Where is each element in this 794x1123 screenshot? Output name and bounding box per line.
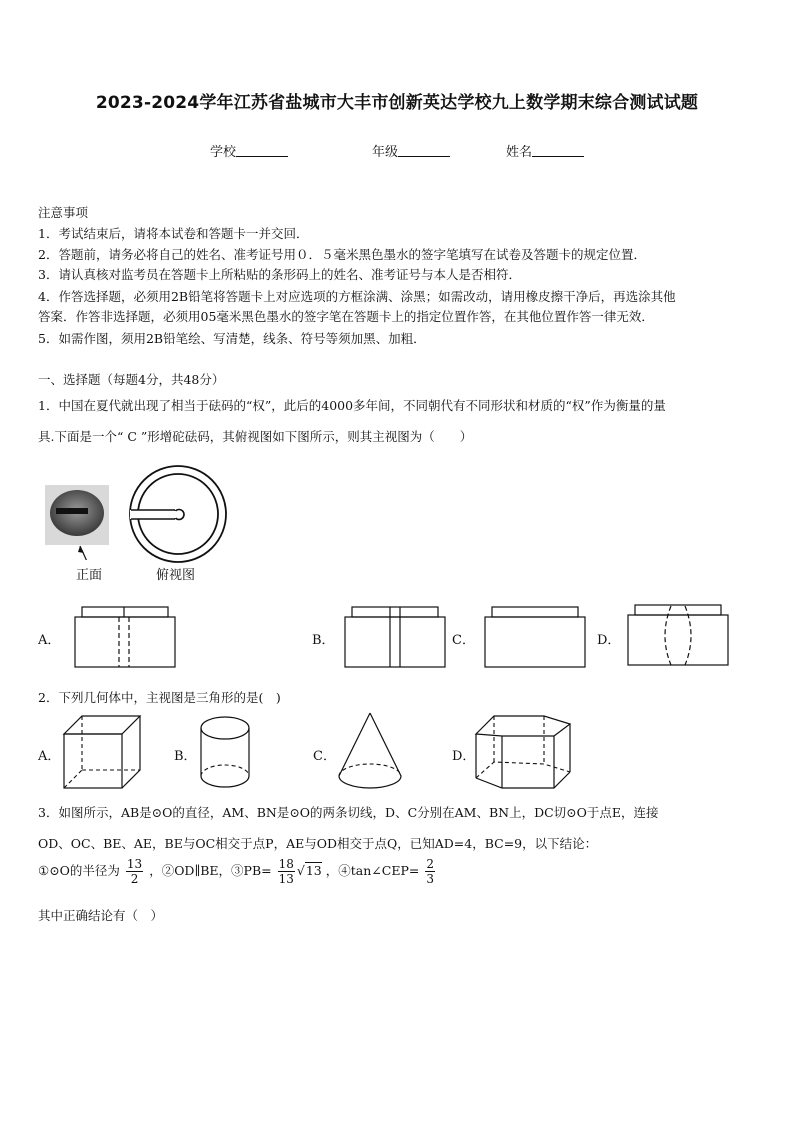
page-title: 2023-2024学年江苏省盐城市大丰市创新英达学校九上数学期末综合测试试题 xyxy=(95,93,699,113)
grade-label: 年级 xyxy=(372,145,399,160)
front-label: 正面 xyxy=(76,568,103,583)
q3-c1-denominator: 2 xyxy=(130,872,139,886)
notice-item-1: 1．考试结束后，请将本试卷和答题卡一并交回． xyxy=(38,226,309,241)
q3-c2-text: ，②OD∥BE，③PB= xyxy=(149,863,272,878)
q3-c3-fraction xyxy=(278,857,295,886)
q3-text-line2: OD、OC、BE、AE，BE与OC相交于点P，AE与OD相交于点Q，已知AD=4，BC=9，以下结论： xyxy=(38,836,598,851)
q2-option-b-label: B． xyxy=(174,749,197,764)
q3-c3-radicand: 13 xyxy=(305,863,322,878)
q1-option-c-figure xyxy=(482,604,590,670)
notice-heading: 注意事项 xyxy=(38,205,89,220)
q2-cone-figure xyxy=(334,710,406,794)
q2-option-c-label: C． xyxy=(313,749,336,764)
notice-item-5: 5．如需作图，须用2B铅笔绘、写清楚，线条、符号等须加黑、加粗． xyxy=(38,331,426,346)
grade-blank xyxy=(398,144,450,157)
q1-text-line2: 具.下面是一个“ C ”形增砣砝码，其俯视图如下图所示，则其主视图为（ ） xyxy=(38,429,473,444)
q2-cylinder-figure xyxy=(196,712,254,792)
q1-option-c-label: C． xyxy=(452,633,475,648)
name-label: 姓名 xyxy=(506,145,533,160)
section-heading: 一、选择题（每题4分，共48分） xyxy=(38,372,225,387)
grade-field xyxy=(372,141,450,160)
q2-cube-figure xyxy=(60,712,144,792)
q3-c4-numerator: 2 xyxy=(426,857,434,871)
q1-option-b-figure xyxy=(342,604,450,670)
q3-question: 其中正确结论有（ ） xyxy=(38,908,164,923)
q3-c4-text: ，④tan∠CEP= xyxy=(325,863,420,878)
q3-c4-fraction xyxy=(425,857,435,886)
q2-option-a-label: A． xyxy=(38,749,61,764)
q2-option-d-label: D． xyxy=(452,749,476,764)
q3-text-line1: 3．如图所示，AB是⊙O的直径，AM、BN是⊙O的两条切线，D、C分别在AM、BN上，DC切⊙O于点E，连接 xyxy=(38,805,659,820)
q3-c3-numerator: 18 xyxy=(278,857,294,871)
q1-option-b-label: B． xyxy=(312,633,335,648)
top-view-diagram xyxy=(126,462,230,566)
q1-option-d-figure xyxy=(625,602,733,668)
q2-hexagonal-prism-figure xyxy=(472,712,574,792)
notice-item-4: 4．作答选择题，必须用2B铅笔将答题卡上对应选项的方框涂满、涂黑；如需改动，请用橡皮擦干净后，再选涂其他 xyxy=(38,289,676,304)
name-field xyxy=(506,141,584,160)
notice-item-4-cont: 答案．作答非选择题，必须用05毫米黑色墨水的签字笔在答题卡上的指定位置作答，在其他位置作答一律无效． xyxy=(38,309,654,324)
q3-c3-denominator: 13 xyxy=(278,872,294,886)
top-view-label: 俯视图 xyxy=(156,568,196,583)
q1-text-line1: 1．中国在夏代就出现了相当于砝码的“权”，此后的4000多年间，不同朝代有不同形状和材质的“权”作为衡量的量 xyxy=(38,398,666,413)
school-blank xyxy=(236,144,288,157)
q3-c1-text: ①⊙O的半径为 xyxy=(38,863,120,878)
q1-option-a-label: A． xyxy=(38,633,61,648)
q1-option-a-figure xyxy=(72,604,180,670)
school-field xyxy=(210,141,288,160)
q1-option-d-label: D． xyxy=(597,633,621,648)
name-blank xyxy=(532,144,584,157)
q3-c4-denominator: 3 xyxy=(426,872,434,886)
q3-conclusions xyxy=(38,857,437,886)
school-label: 学校 xyxy=(210,145,237,160)
q3-c1-numerator: 13 xyxy=(126,857,143,871)
notice-item-3: 3．请认真核对监考员在答题卡上所粘贴的条形码上的姓名、准考证号与本人是否相符． xyxy=(38,267,521,282)
q3-c3-radical: √13 xyxy=(296,863,322,878)
q3-c1-fraction xyxy=(126,857,143,886)
q2-text: 2．下列几何体中，主视图是三角形的是( ) xyxy=(38,690,281,705)
notice-item-2: 2．答题前，请务必将自己的姓名、准考证号用０．５毫米黑色墨水的签字笔填写在试卷及答题卡的规定位置． xyxy=(38,247,646,262)
weight-photo xyxy=(42,460,112,560)
